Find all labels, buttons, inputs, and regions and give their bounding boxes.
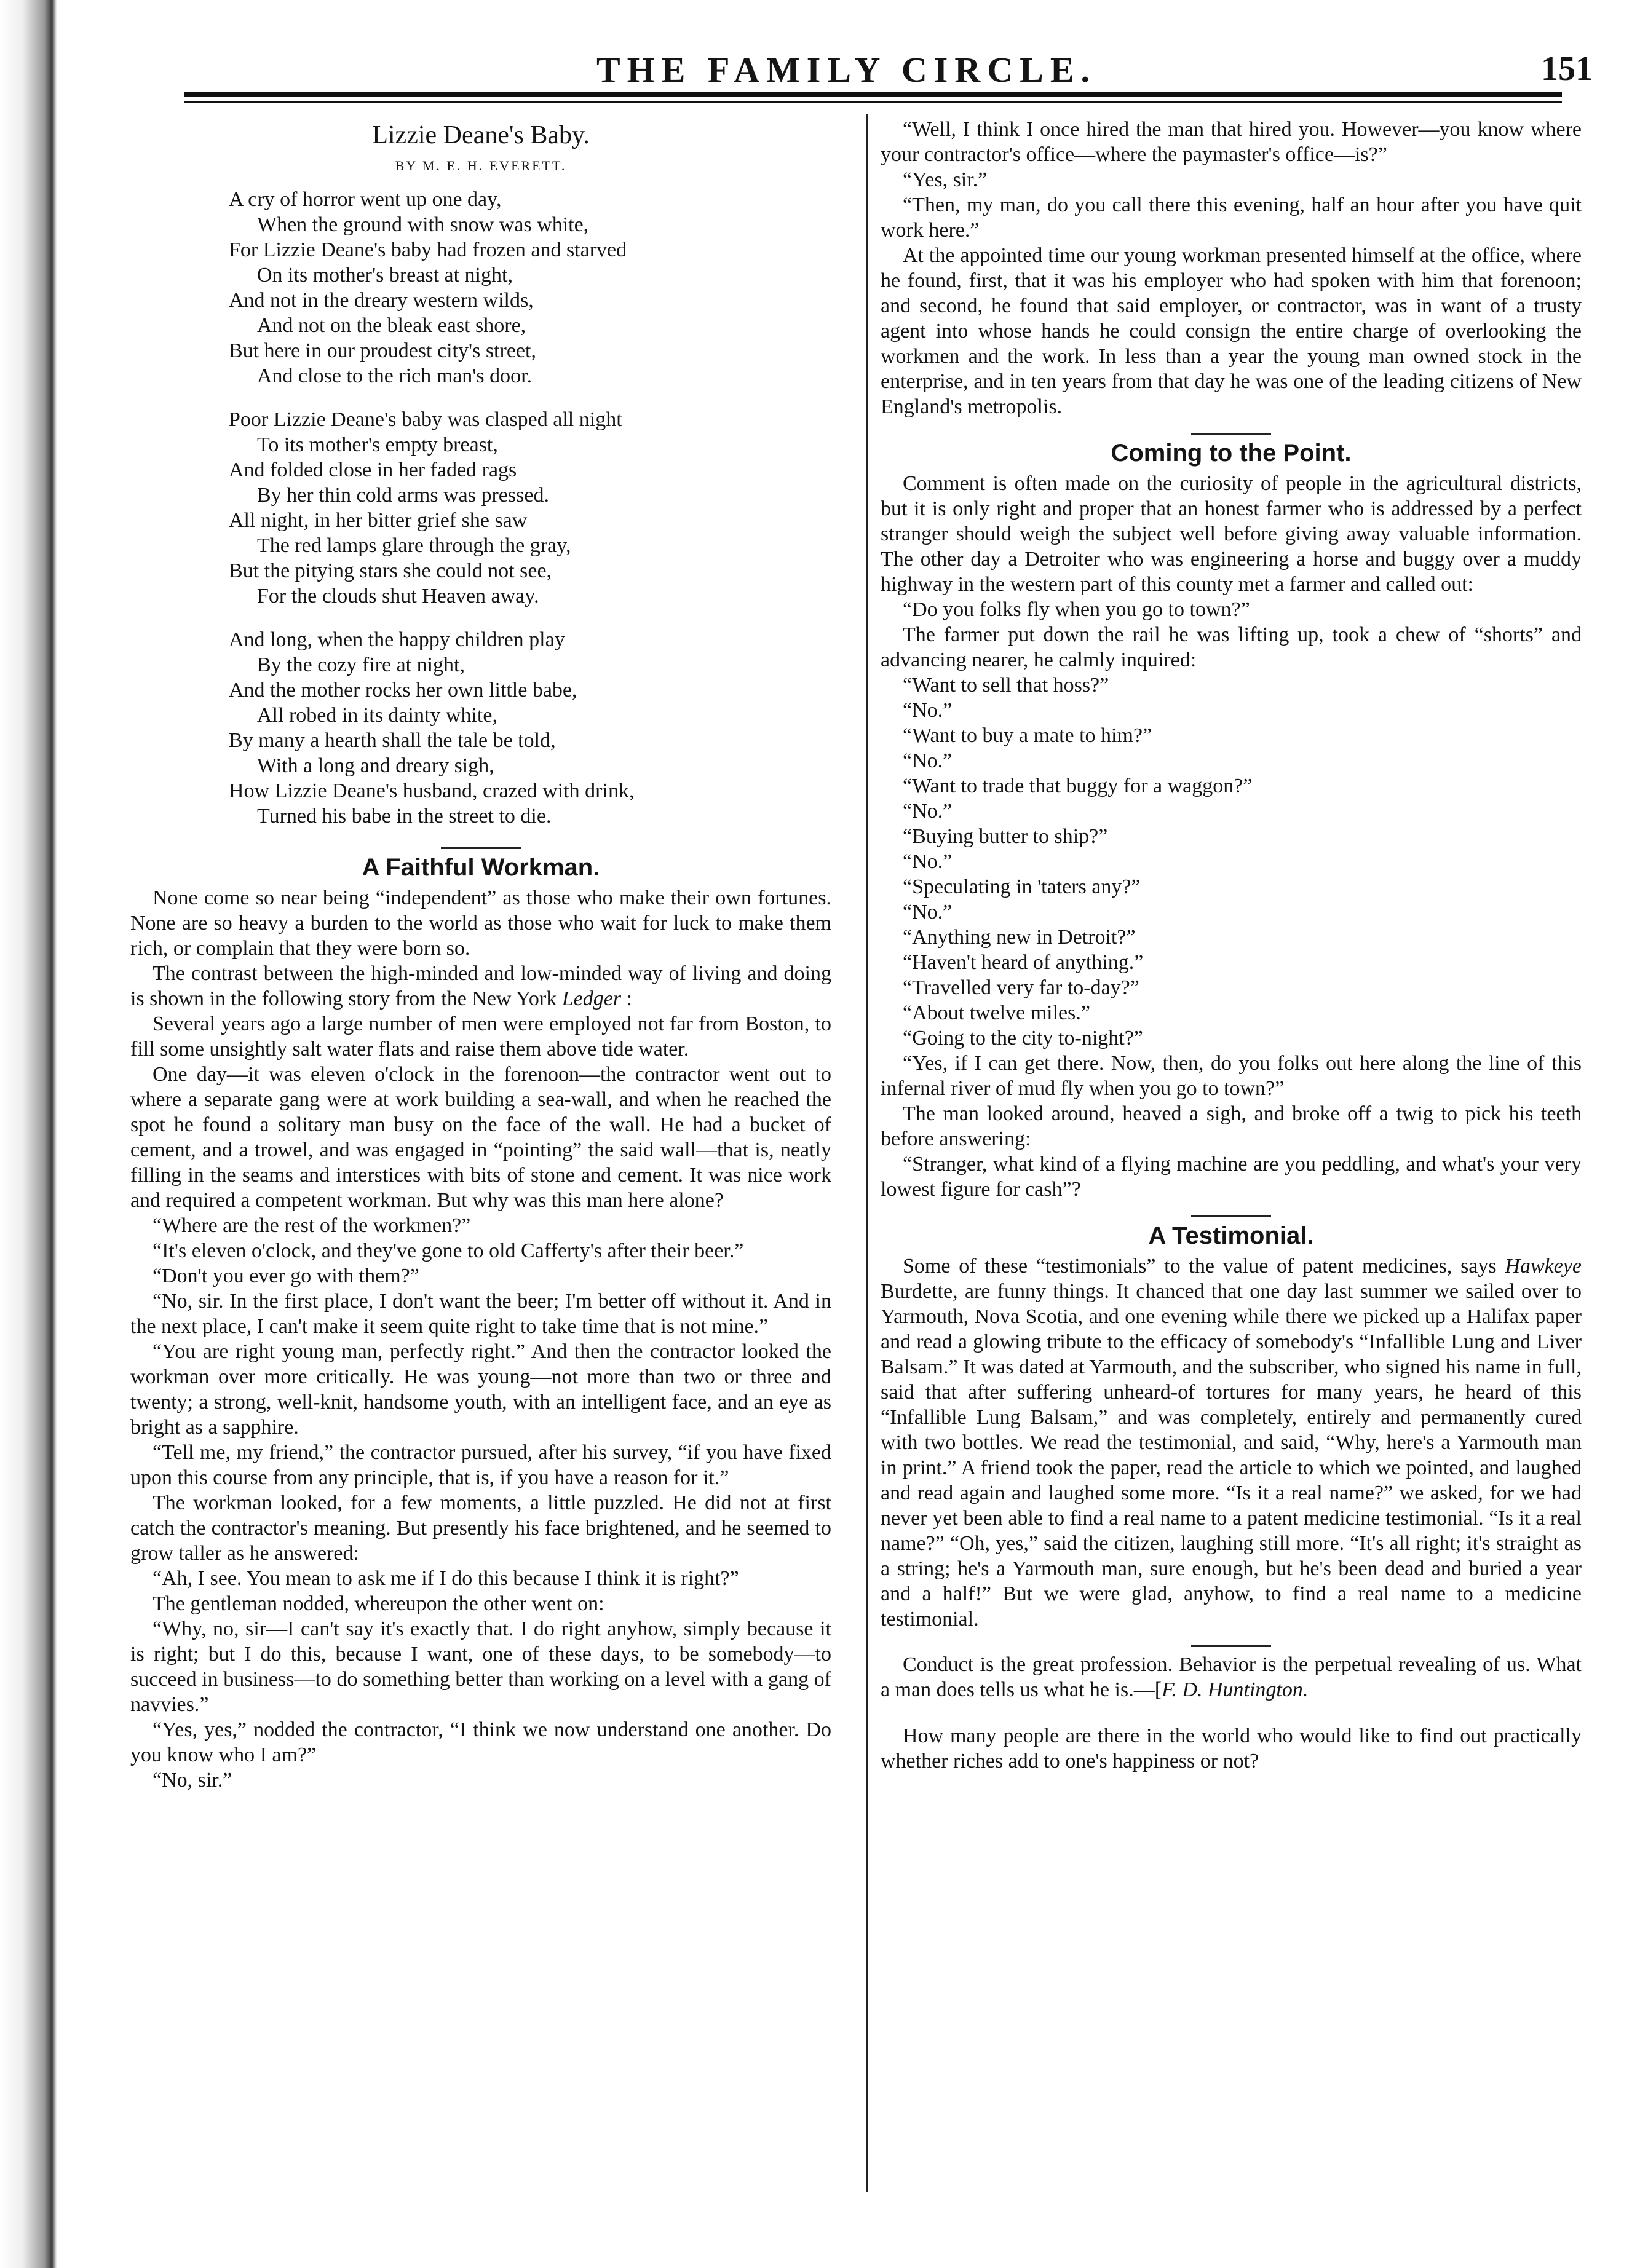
poem-line: The red lamps glare through the gray, [257,534,571,557]
poem-line: And not in the dreary western wilds, [229,289,534,312]
paragraph: “Well, I think I once hired the man that hired you. However—you know where your contractor's office—where the paymaster's office—is?” [881,118,1582,166]
section-rule [1191,1215,1271,1217]
poem-byline: BY M. E. H. EVERETT. [395,158,567,173]
dialogue-line: “It's eleven o'clock, and they've gone to old Cafferty's after their beer.” [153,1239,744,1262]
poem-line: And folded close in her faded rags [229,459,517,481]
dialogue-line: “No.” [903,749,953,772]
paragraph: None come so near being “independent” as those who make their own fortunes. None are so heavy a burden to the world as those who wait for luck to make them rich, or complain that they were born so. [130,887,831,960]
spacer [881,1702,1582,1723]
text-run: Conduct is the great profession. Behavior is the perpetual revealing of us. What a man does tells us what he is.—[ [881,1653,1582,1701]
poem-line: And not on the bleak east shore, [257,314,526,337]
paragraph: The gentleman nodded, whereupon the other went on: [153,1592,604,1615]
header-rule-thin [184,101,1562,103]
article-title-testimonial: A Testimonial. [1148,1222,1314,1249]
poem-line: For Lizzie Deane's baby had frozen and starved [229,239,627,261]
poem-line: A cry of horror went up one day, [229,188,502,211]
poem-line: When the ground with snow was white, [257,213,589,236]
paragraph: The workman looked, for a few moments, a little puzzled. He did not at first catch the contractor's meaning. But presently his face brightened, and he seemed to grow taller as he answered: [130,1492,831,1565]
paragraph: The man looked around, heaved a sigh, and broke off a twig to pick his teeth before answering: [881,1102,1582,1150]
paragraph: “Ah, I see. You mean to ask me if I do this because I think it is right?” [153,1567,739,1590]
poem-line: But here in our proudest city's street, [229,339,536,362]
header-rule [184,92,1562,97]
poem-line: By many a hearth shall the tale be told, [229,729,556,752]
dialogue-line: “Speculating in 'taters any?” [903,875,1141,898]
poem-title: Lizzie Deane's Baby. [372,121,590,149]
paragraph: The farmer put down the rail he was lifting up, took a chew of “shorts” and advancing nearer, he calmly inquired: [881,623,1582,671]
text-run: The contrast between the high-minded and low-minded way of living and doing is shown in the following story from the New York [130,962,831,1010]
paragraph: “Why, no, sir—I can't say it's exactly that. I do right anyhow, simply because it is right; but I do this, because I want, one of these days, to be somebody—to succeed in business—to do something better than working on a level with a gang of navvies.” [130,1618,831,1716]
poem [229,187,831,829]
right-column [881,117,1582,1774]
poem-stanza [229,187,831,389]
paragraph: “Stranger, what kind of a flying machine are you peddling, and what's your very lowest figure for cash”? [881,1153,1582,1201]
dialogue-line: “Where are the rest of the workmen?” [153,1214,471,1237]
paragraph: “Then, my man, do you call there this evening, half an hour after you have quit work here.” [881,194,1582,242]
paragraph: Comment is often made on the curiosity of people in the agricultural districts, but it is only right and proper that an honest farmer who is addressed by a perfect stranger should weigh the subject well before giving away valuable information. The other day a Detroiter who was engineering a horse and buggy over a muddy highway in the western part of this county met a farmer and called out: [881,472,1582,596]
poem-line: By her thin cold arms was pressed. [257,484,549,507]
poem-line: How Lizzie Deane's husband, crazed with drink, [229,780,635,802]
dialogue-line: “Anything new in Detroit?” [903,926,1136,949]
poem-line: For the clouds shut Heaven away. [257,585,539,607]
dialogue-line: “No.” [903,800,953,823]
italic-name: Hawkeye [1505,1255,1582,1278]
paragraph: “Yes, if I can get there. Now, then, do you folks out here along the line of this infernal river of mud fly when you go to town?” [881,1052,1582,1100]
dialogue-line: “Don't you ever go with them?” [153,1265,419,1287]
paragraph: At the appointed time our young workman presented himself at the office, where he found, first, that it was his employer who had spoken with him that forenoon; and second, he found that said employer, or contractor, was in want of a trusty agent into whose hands he could consign the entire charge of overlooking the workmen and the work. In less than a year the young man owned stock in the enterprise, and in ten years from that day he was one of the leading citizens of New England's metropolis. [881,244,1582,418]
dialogue-line: “Want to trade that buggy for a waggon?” [903,775,1253,797]
text-run: Some of these “testimonials” to the value of patent medicines, says [903,1255,1497,1278]
paragraph: “No, sir. In the first place, I don't want the beer; I'm better off without it. And in the next place, I can't make it seem quite right to take time that is not mine.” [130,1290,831,1338]
poem-line: Poor Lizzie Deane's baby was clasped all night [229,408,622,431]
text-run: Burdette, are funny things. It chanced that one day last summer we sailed over to Yarmouth, Nova Scotia, and one evening while there we picked up a Halifax paper and read a glowing tribute to the efficacy of somebody's “Infallible Lung and Liver Balsam.” It was dated at Yarmouth, and the subscriber, who signed his name in full, said that after suffering unheard-of tortures for many years, he heard of this “Infallible Lung Balsam,” and was completely, entirely and permanently cured with two bottles. We read the testimonial, and said, “Why, here's a Yarmouth man in print.” A friend took the paper, read the article to which we pointed, and laughed and read again and laughed some more. “Is it a real name?” we asked, for we had never yet been able to find a real name to a patent medicine testimonial. “Is it a real name?” “Oh, yes,” said the citizen, laughing still more. “It's all right; it's straight as a string; he's a Yarmouth man, sure enough, but he's been dead and buried a year and a half!” But we were glad, anyhow, to find a real name to a medicine testimonial. [881,1280,1582,1630]
section-rule [1191,433,1271,435]
paragraph: One day—it was eleven o'clock in the forenoon—the contractor went out to where a separate gang were at work building a sea-wall, and when he reached the spot he found a solitary man busy on the face of the wall. He had a bucket of cement, and a trowel, and was engaged in “pointing” the said wall—that is, neatly filling in the seams and interstices with bits of stone and cement. It was nice work and required a competent workman. But why was this man here alone? [130,1063,831,1212]
dialogue-line: “About twelve miles.” [903,1002,1090,1024]
paragraph: “Tell me, my friend,” the contractor pursued, after his survey, “if you have fixed upon this course from any principle, that is, if you have a reason for it.” [130,1441,831,1489]
poem-line: Turned his babe in the street to die. [257,805,552,828]
poem-stanza [229,407,831,609]
poem-line: On its mother's breast at night, [257,264,513,286]
paragraph [130,961,831,1011]
poem-line: With a long and dreary sigh, [257,754,494,777]
column-divider [866,114,868,2192]
paragraph-conduct [881,1652,1582,1702]
dialogue-line: “Haven't heard of anything.” [903,951,1144,974]
poem-line: All robed in its dainty white, [257,704,497,727]
section-rule [441,847,521,849]
section-rule [1191,1645,1271,1647]
dialogue-line: “No.” [903,850,953,873]
italic-title: Ledger [561,987,622,1010]
dialogue-line: “Yes, sir.” [903,168,988,191]
poem-line: All night, in her bitter grief she saw [229,509,528,532]
paragraph [881,1254,1582,1632]
paragraph: Several years ago a large number of men were employed not far from Boston, to fill some unsightly salt water flats and raise them above tide water. [130,1013,831,1061]
poem-line: And close to the rich man's door. [257,365,533,387]
dialogue-line: “No.” [903,901,953,923]
dialogue-line: “Buying butter to ship?” [903,825,1108,848]
poem-line: To its mother's empty breast, [257,433,498,456]
poem-stanza [229,627,831,829]
dialogue-line: “Do you folks fly when you go to town?” [903,598,1250,621]
quote-author: F. D. Huntington. [1162,1678,1309,1701]
paragraph-riches: How many people are there in the world who would like to find out practically whether riches add to one's happiness or not? [881,1725,1582,1772]
poem-line: But the pitying stars she could not see, [229,559,552,582]
page-number: 151 [1541,50,1593,88]
page-binding-edge [0,0,57,2268]
dialogue-line: “Going to the city to-night?” [903,1027,1143,1049]
left-column [130,117,831,1793]
dialogue-line: “No, sir.” [153,1769,232,1792]
paragraph: “Yes, yes,” nodded the contractor, “I think we now understand one another. Do you know who I am?” [130,1718,831,1766]
poem-line: And long, when the happy children play [229,628,565,651]
dialogue-line: “Want to sell that hoss?” [903,674,1109,697]
poem-line: By the cozy fire at night, [257,654,465,676]
text-run: : [626,987,632,1010]
dialogue-line: “Want to buy a mate to him?” [903,724,1152,747]
dialogue-line: “Travelled very far to-day?” [903,976,1139,999]
paragraph: “You are right young man, perfectly right.” And then the contractor looked the workman over more critically. He was young—not more than two or three and twenty; a strong, well-knit, handsome youth, with an intelligent face, and an eye as bright as a sapphire. [130,1340,831,1439]
running-title: THE FAMILY CIRCLE. [596,50,1097,90]
dialogue-line: “No.” [903,699,953,722]
poem-line: And the mother rocks her own little babe, [229,679,577,701]
article-title-workman: A Faithful Workman. [362,854,600,881]
article-title-point: Coming to the Point. [1111,440,1352,467]
